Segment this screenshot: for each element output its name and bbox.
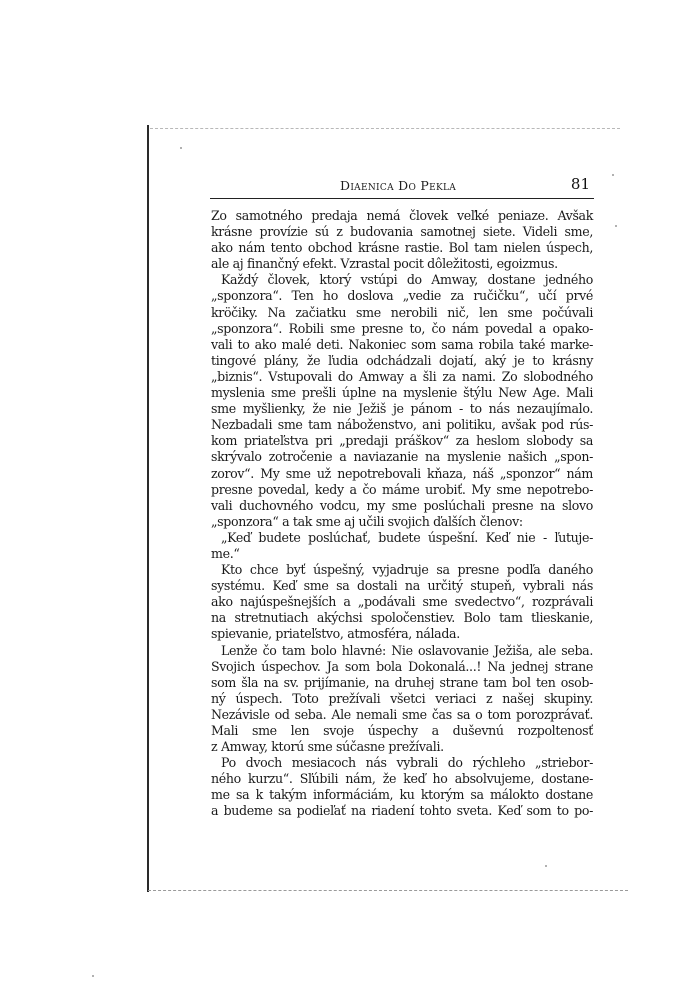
scan-speck — [545, 865, 547, 867]
text-line: systému. Keď sme sa dostali na určitý stupeň, vybrali nás — [211, 578, 593, 594]
text-line: som šla na sv. prijímanie, na druhej strane tam bol ten osob- — [211, 674, 593, 690]
scan-speck — [92, 975, 94, 977]
text-line: Zo samotného predaja nemá človek veľké peniaze. Avšak — [211, 208, 593, 223]
text-line: ako nám tento obchod krásne rastie. Bol tam nielen úspech, — [211, 240, 593, 256]
text-line: kom priateľstva pri „predaji práškov“ za heslom slobody sa — [211, 433, 593, 449]
text-line: ale aj finančný efekt. Vzrastal pocit dôležitosti, egoizmus. — [211, 256, 558, 272]
text-line: me.“ — [211, 545, 240, 561]
scan-top-edge — [150, 128, 620, 129]
text-line: z Amway, ktorú sme súčasne prežívali. — [211, 739, 444, 755]
text-line: me sa k takým informáciám, ku ktorým sa málokto dostane — [211, 787, 593, 803]
text-line: „sponzora“. Robili sme presne to, čo nám povedal a opako- — [211, 320, 593, 336]
text-line: na stretnutiach akýchsi spoločenstiev. Bolo tam tlieskanie, — [211, 610, 593, 626]
scan-bottom-edge — [148, 890, 628, 891]
text-line: Po dvoch mesiacoch nás vybrali do rýchleho „striebor- — [221, 755, 593, 771]
scan-speck — [615, 225, 617, 227]
text-line: krásne provízie sú z budovania samotnej siete. Videli sme, — [211, 224, 593, 240]
text-line: „Keď budete poslúchať, budete úspešní. Keď nie - ľutuje- — [221, 529, 593, 545]
text-line: „biznis“. Vstupovali do Amway a šli za nami. Zo slobodného — [211, 368, 593, 384]
text-line: „sponzora“. Ten ho doslova „vedie za ručičku“, učí prvé — [211, 288, 593, 304]
scan-speck — [612, 174, 614, 176]
text-line: Nezbadali sme tam náboženstvo, ani politiku, avšak pod rús- — [211, 417, 593, 433]
text-line: zorov“. My sme už nepotrebovali kňaza, náš „sponzor“ nám — [211, 465, 593, 481]
text-line: myslenia sme prešli úplne na myslenie štýlu New Age. Mali — [211, 385, 593, 401]
text-line: skrývalo zotročenie a naviazanie na myslenie našich „spon- — [211, 449, 593, 465]
text-line: vali to ako malé deti. Nakoniec som sama robila také marke- — [211, 336, 593, 352]
page-number: 81 — [570, 175, 590, 193]
text-line: Každý človek, ktorý vstúpi do Amway, dostane jedného — [221, 272, 593, 288]
text-line: presne povedal, kedy a čo máme urobiť. My sme nepotrebo- — [211, 481, 593, 497]
text-line: „sponzora“ a tak sme aj učili svojich ďalších členov: — [211, 513, 523, 529]
text-line: Lenže čo tam bolo hlavné: Nie oslavovanie Ježiša, ale seba. — [221, 642, 593, 658]
text-line: sme myšlienky, že nie Ježiš je pánom - to nás nezaujímalo. — [211, 401, 593, 417]
text-line: spievanie, priateľstvo, atmosféra, nálada. — [211, 626, 460, 642]
scan-speck — [180, 147, 182, 149]
text-line: Kto chce byť úspešný, vyjadruje sa presne podľa daného — [221, 562, 593, 578]
text-line: tingové plány, že ľudia odchádzali dojatí, aký je to krásny — [211, 352, 593, 368]
text-line: kröčiky. Na začiatku sme nerobili nič, len sme počúvali — [211, 304, 593, 320]
running-head — [200, 175, 592, 199]
text-line: ný úspech. Toto prežívali všetci veriaci z našej skupiny. — [211, 690, 593, 706]
scan-left-edge — [147, 125, 149, 892]
running-title: Diaenica Do Pekla — [340, 178, 457, 193]
text-line: vali duchovného vodcu, my sme poslúchali presne na slovo — [211, 497, 593, 513]
text-line: ného kurzu“. Sľúbili nám, že keď ho absolvujeme, dostane- — [211, 771, 593, 787]
text-line: ako najúspešnejších a „podávali sme svedectvo“, rozprávali — [211, 594, 593, 610]
header-rule — [210, 198, 594, 199]
text-line: Mali sme len svoje úspechy a duševnú rozpoltenosť — [211, 723, 593, 738]
text-line: Svojich úspechov. Ja som bola Dokonalá...! Na jednej strane — [211, 658, 593, 674]
text-line: Nezávisle od seba. Ale nemali sme čas sa o tom porozprávať. — [211, 706, 593, 722]
body-text — [211, 208, 593, 820]
text-line: a budeme sa podieľať na riadení tohto sveta. Keď som to po- — [211, 803, 593, 819]
